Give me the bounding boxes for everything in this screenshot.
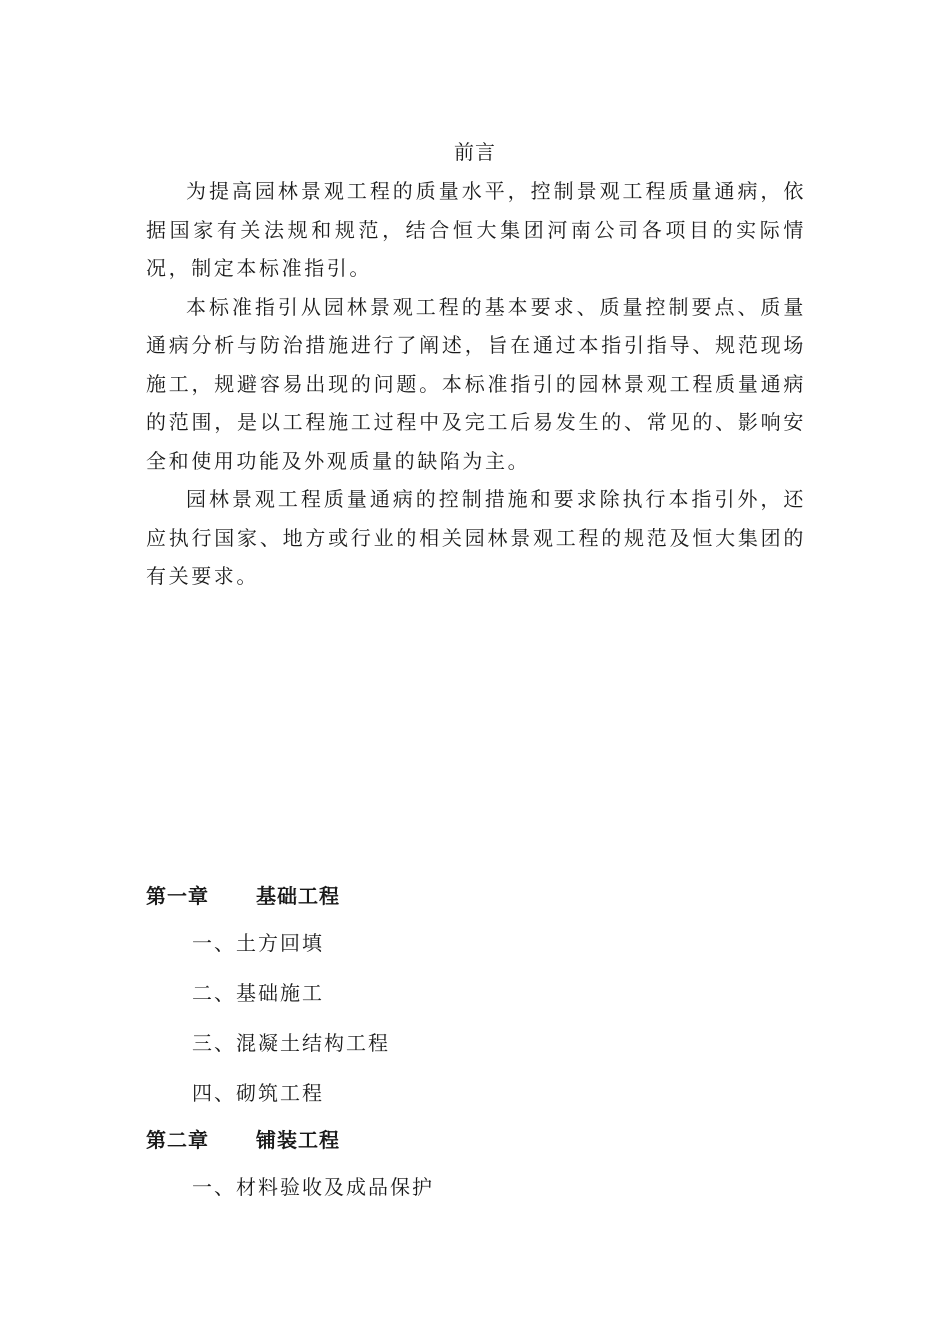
chapter-title: 铺装工程 — [256, 1127, 340, 1152]
toc-chapter-2 — [146, 1118, 806, 1158]
preface-title: 前言 — [454, 140, 496, 164]
toc-section: 一、材料验收及成品保护 — [192, 1175, 434, 1199]
toc-section: 二、基础施工 — [192, 981, 324, 1005]
toc-section: 三、混凝土结构工程 — [192, 1031, 390, 1055]
preface-body — [146, 172, 806, 596]
toc-section: 四、砌筑工程 — [192, 1081, 324, 1105]
chapter-number: 第二章 — [146, 1127, 209, 1152]
preface-paragraph-2: 本标准指引从园林景观工程的基本要求、质量控制要点、质量通病分析与防治措施进行了阐述，旨在通过本指引指导、规范现场施工，规避容易出现的问题。本标准指引的园林景观工程质量通病的范围，是以工程施工过程中及完工后易发生的、常见的、影响安全和使用功能及外观质量的缺陷为主。 — [146, 294, 806, 473]
table-of-contents — [146, 874, 806, 1212]
toc-section: 一、土方回填 — [192, 931, 324, 955]
toc-chapter-1 — [146, 874, 806, 914]
chapter-title: 基础工程 — [256, 883, 340, 908]
preface-paragraph-1: 为提高园林景观工程的质量水平，控制景观工程质量通病，依据国家有关法规和规范，结合恒大集团河南公司各项目的实际情况，制定本标准指引。 — [146, 179, 806, 280]
preface-paragraph-3: 园林景观工程质量通病的控制措施和要求除执行本指引外，还应执行国家、地方或行业的相关园林景观工程的规范及恒大集团的有关要求。 — [146, 487, 806, 588]
chapter-number: 第一章 — [146, 883, 209, 908]
